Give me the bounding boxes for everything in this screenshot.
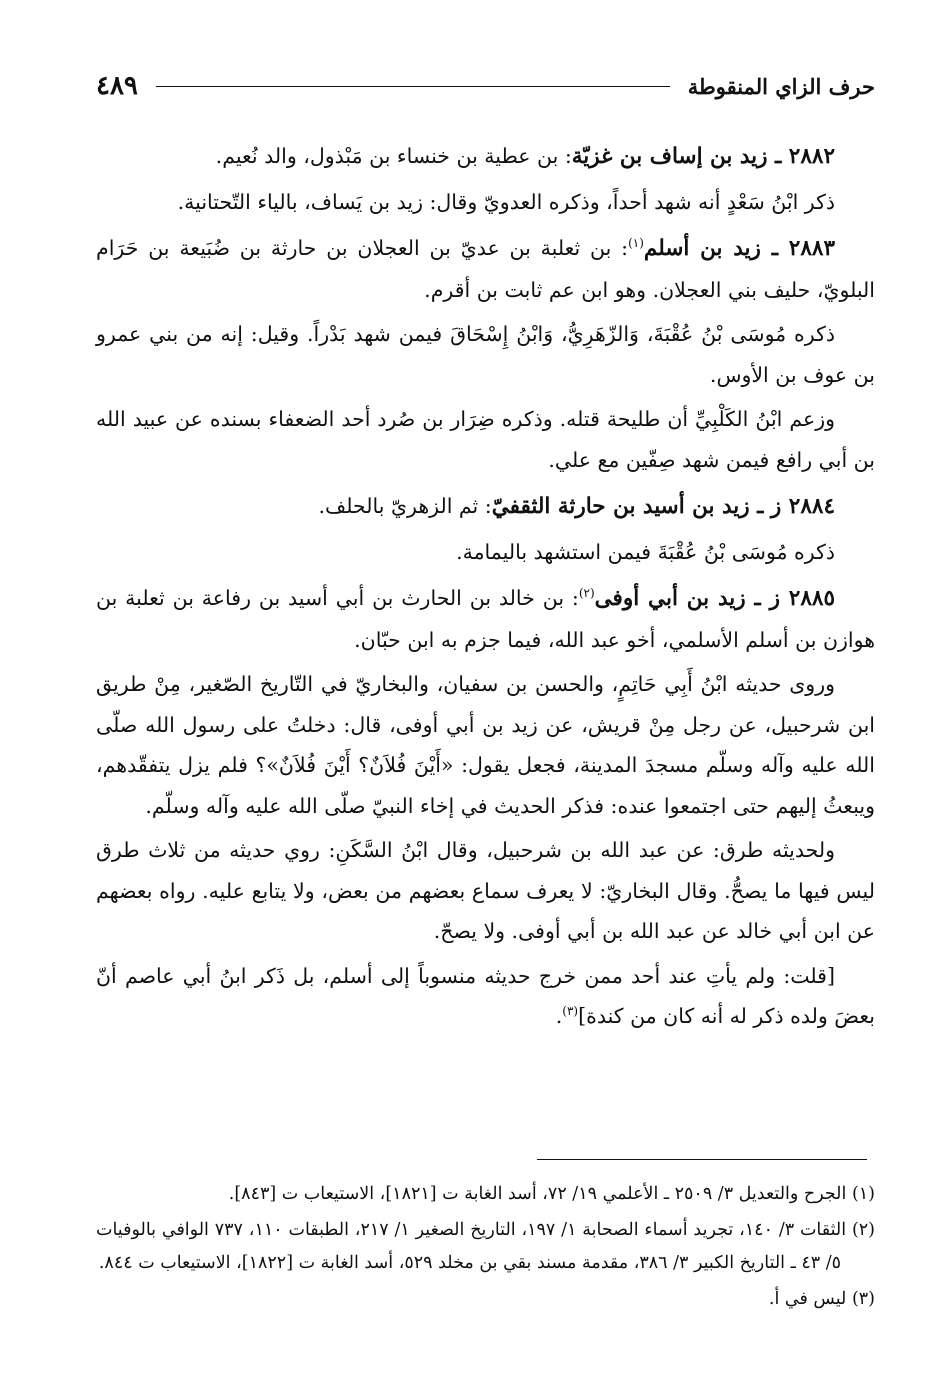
entry-text: : بن عطية بن خنساء بن مَبْذول، والد نُعيم. (215, 144, 572, 168)
entry-text: : بن ثعلبة بن عديّ بن العجلان بن حارثة بن ضُبَيعة بن حَرَام البلويّ، حليف بني العجلان. وهو ابن عم ثابت بن أقرم. (96, 236, 875, 302)
running-title: حرف الزاي المنقوطة (687, 73, 875, 99)
footnotes (96, 1178, 875, 1318)
main-text (96, 130, 875, 1037)
footnote-text: ليس في أ. (768, 1288, 847, 1309)
paragraph (96, 532, 875, 573)
paragraph (96, 314, 875, 395)
entry-2882 (96, 136, 875, 178)
page-number: ٤٨٩ (96, 71, 138, 101)
footnote-mark: (٣) (851, 1288, 875, 1309)
paragraph-text: وروى حديثه ابْنُ أَبِي حَاتِمٍ، والحسن بن سفيان، والبخاريّ في التّاريخ الصّغير، مِنْ طريق ابن شرحبيل، عن رجل مِنْ قريش، عن زيد بن أبي أوفى، قال: دخلتُ على رسول الله صلّى الله عليه وآله وسلّم مسجدَ المدينة، فجعل يقول: «أَيْنَ فُلاَنٌ؟ أَيْنَ فُلاَنٌ»؟ فلم يزل يتفقّدهم، ويبعثُ إليهم حتى اجتمعوا عنده: فذكر الحديث في إخاء النبيّ صلّى الله عليه وآله وسلّم. (96, 672, 875, 818)
footnote (96, 1283, 875, 1317)
footnote-ref: (١) (628, 236, 644, 251)
entry-heading: ٢٨٨٥ ز ـ زيد بن أبي أوفى (594, 586, 835, 611)
footnote-text: الجرح والتعديل ٣/ ٢٥٠٩ ـ الأعلمي ١٩/ ٧٢، أسد الغابة ت [١٨٢١]، الاستيعاب ت [٨٤٣]. (228, 1184, 847, 1204)
paragraph (96, 664, 875, 826)
entry-text: : بن خالد بن الحارث بن أبي أسيد بن رفاعة بن ثعلبة بن هوازن بن أسلم الأسلمي، أخو عبد الله، فيما جزم به ابن حبّان. (96, 586, 875, 652)
paragraph-text: ذكره مُوسَى بْنُ عُقْبَةَ، وَالزّهَرِيُّ، وَابْنُ إِسْحَاقَ فيمن شهد بَدْراً. وقيل: إنه من بني عمرو بن عوف بن الأوس. (96, 322, 875, 387)
paragraph-tail: . (555, 1004, 563, 1028)
paragraph-text: وزعم ابْنُ الكَلْبِيِّ أن طليحة قتله. وذكره ضِرَار بن صُرد أحد الضعفاء بسنده عن عبيد الله بن أبي رافع فيمن شهد صِفّين مع علي. (96, 407, 875, 472)
running-header (96, 66, 875, 106)
paragraph (96, 830, 875, 952)
entry-heading: ٢٨٨٢ ـ زيد بن إساف بن غزيّة (571, 144, 835, 169)
paragraph-text: ولحديثه طرق: عن عبد الله بن شرحبيل، وقال ابْنُ السَّكَنِ: روي حديثه من ثلاث طرق ليس فيها ما يصحُّ. وقال البخاريّ: لا يعرف سماع بعضهم من بعض، ولا يتابع عليه. رواه بعضهم عن ابن أبي خالد عن عبد الله بن أبي أوفى. ولا يصحّ. (96, 838, 875, 943)
footnote-ref: (٢) (578, 586, 595, 601)
paragraph (96, 399, 875, 480)
footnote-mark: (٢) (851, 1219, 875, 1240)
entry-heading: ٢٨٨٣ ـ زيد بن أسلم (643, 236, 835, 261)
paragraph (96, 956, 875, 1037)
header-rule (156, 86, 670, 87)
entry-2883 (96, 228, 875, 310)
footnote (96, 1178, 875, 1212)
footnote-mark: (١) (851, 1184, 875, 1204)
entry-2884 (96, 486, 875, 528)
paragraph (96, 182, 875, 223)
entry-text: : ثم الزهريّ بالحلف. (318, 494, 492, 518)
footnote-text: الثقات ٣/ ١٤٠، تجريد أسماء الصحابة ١/ ١٩٧، التاريخ الصغير ١/ ٢١٧، الطبقات ١١٠، ٧٣٧ الوافي بالوفيات ٥/ ٤٣ ـ التاريخ الكبير ٣/ ٣٨٦، مقدمة مسند بقي بن مخلد ٥٢٩، أسد الغابة ت [١٨٢٢]، الاستيعاب ت ٨٤٤. (96, 1219, 847, 1273)
entry-2885 (96, 578, 875, 660)
footnote-rule (537, 1159, 867, 1160)
footnote (96, 1214, 875, 1281)
entry-heading: ٢٨٨٤ ز ـ زيد بن أسيد بن حارثة الثقفيّ (491, 494, 835, 519)
paragraph-text: [قلت: ولم يأتِ عند أحد ممن خرج حديثه منسوباً إلى أسلم، بل ذَكر ابنُ أبي عاصم أنّ بعضَ ولده ذكر له أنه كان من كندة] (96, 963, 875, 1028)
paragraph-text: ذكر ابْنُ سَعْدٍ أنه شهد أحداً، وذكره العدويّ وقال: زيد بن يَساف، بالياء التّحتانية. (177, 189, 835, 214)
paragraph-text: ذكره مُوسَى بْنُ عُقْبَةَ فيمن استشهد باليمامة. (456, 539, 835, 564)
footnote-ref: (٣) (562, 1004, 579, 1019)
